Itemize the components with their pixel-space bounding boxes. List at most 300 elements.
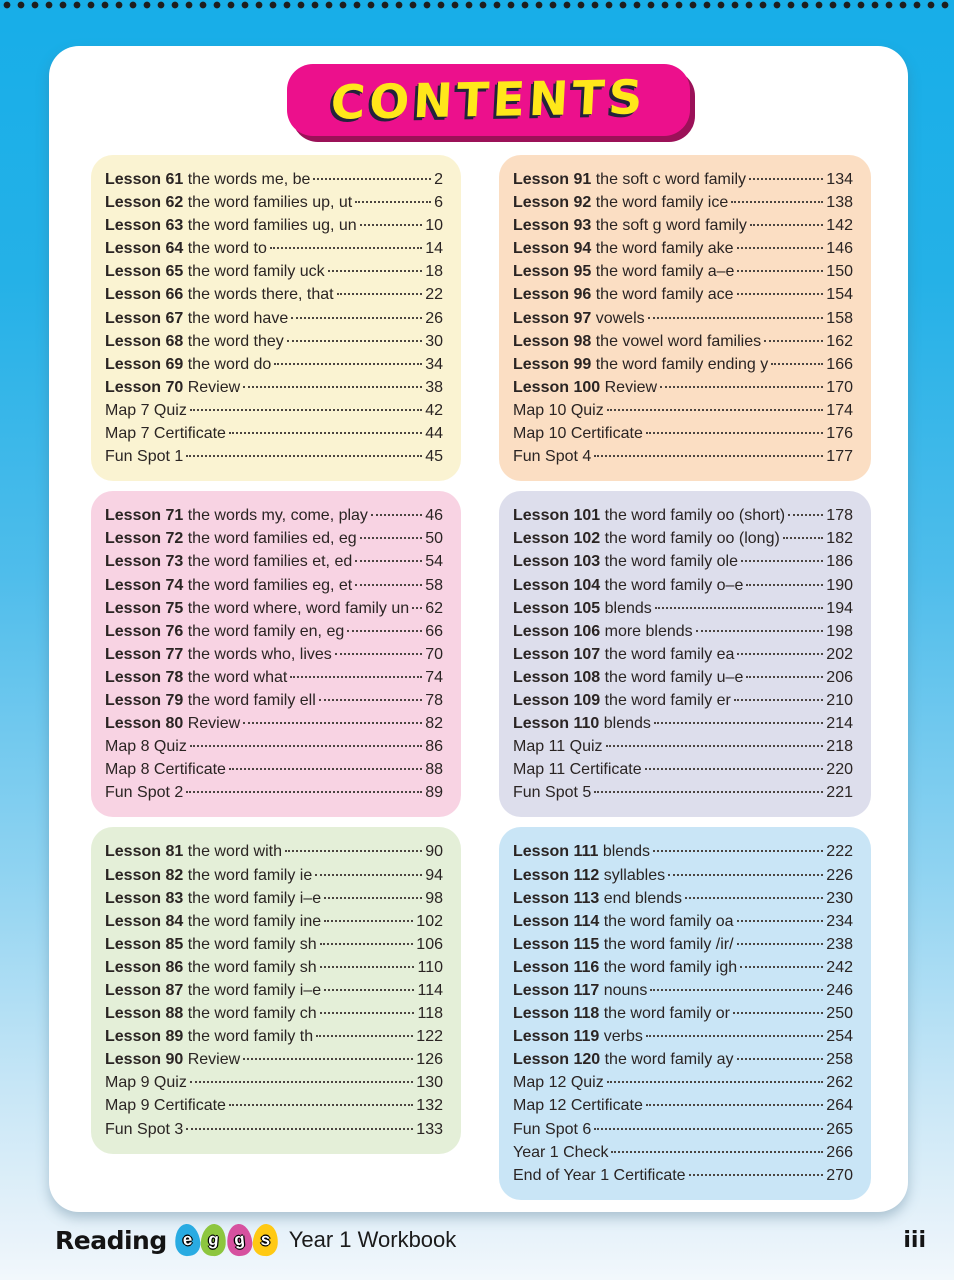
lesson-label bbox=[105, 620, 344, 643]
toc-row bbox=[513, 1164, 853, 1187]
toc-row bbox=[513, 689, 853, 712]
page-ref: 22 bbox=[425, 286, 443, 304]
lesson-number: Lesson 76 bbox=[105, 622, 184, 640]
toc-panel-lessons-61-70 bbox=[91, 155, 461, 481]
page-ref: 86 bbox=[425, 738, 443, 756]
lesson-number: Lesson 81 bbox=[105, 843, 184, 861]
lesson-number: Lesson 67 bbox=[105, 309, 184, 327]
lesson-label bbox=[105, 781, 183, 804]
lesson-label bbox=[105, 214, 357, 237]
toc-row bbox=[105, 550, 443, 573]
dot-leader bbox=[186, 1128, 413, 1130]
lesson-label bbox=[105, 399, 187, 422]
dot-leader bbox=[737, 270, 823, 272]
lesson-label bbox=[513, 283, 734, 306]
footer bbox=[55, 1224, 926, 1256]
contents-banner bbox=[287, 64, 690, 136]
page-ref: 177 bbox=[826, 448, 853, 466]
lesson-label bbox=[513, 887, 682, 910]
lesson-title: the word family ea bbox=[604, 645, 735, 663]
page-ref: 66 bbox=[425, 622, 443, 640]
lesson-label bbox=[513, 260, 734, 283]
lesson-label bbox=[513, 712, 651, 735]
lesson-title: Year 1 Check bbox=[513, 1143, 609, 1161]
toc-row bbox=[105, 422, 443, 445]
page-ref: 45 bbox=[425, 448, 443, 466]
toc-row bbox=[105, 376, 443, 399]
toc-row bbox=[105, 1025, 443, 1048]
toc-row bbox=[105, 330, 443, 353]
toc-row bbox=[105, 597, 443, 620]
dot-leader bbox=[319, 699, 422, 701]
lesson-title: Fun Spot 5 bbox=[513, 784, 592, 802]
toc-row bbox=[105, 1048, 443, 1071]
toc-row bbox=[105, 910, 443, 933]
lesson-title: the word with bbox=[187, 843, 282, 861]
workbook-label: Year 1 Workbook bbox=[288, 1227, 457, 1252]
page-ref: 38 bbox=[425, 378, 443, 396]
lesson-label bbox=[105, 979, 321, 1002]
lesson-number: Lesson 78 bbox=[105, 668, 184, 686]
lesson-title: Map 9 Certificate bbox=[105, 1097, 226, 1115]
dot-leader bbox=[229, 432, 422, 434]
lesson-title: the word family i–e bbox=[187, 889, 322, 907]
dot-leader bbox=[737, 247, 824, 249]
dot-leader bbox=[607, 409, 824, 411]
lesson-label bbox=[513, 376, 657, 399]
lesson-label bbox=[513, 191, 728, 214]
page-ref: 44 bbox=[425, 425, 443, 443]
lesson-number: Lesson 94 bbox=[513, 240, 592, 258]
page-ref: 88 bbox=[425, 761, 443, 779]
lesson-title: the word family a–e bbox=[595, 263, 735, 281]
lesson-number: Lesson 69 bbox=[105, 355, 184, 373]
lesson-label bbox=[105, 504, 368, 527]
lesson-title: the word family oa bbox=[603, 912, 734, 930]
toc-row bbox=[513, 1025, 853, 1048]
lesson-label bbox=[513, 643, 734, 666]
lesson-number: Lesson 109 bbox=[513, 691, 601, 709]
lesson-number: Lesson 86 bbox=[105, 958, 184, 976]
lesson-number: Lesson 102 bbox=[513, 530, 601, 548]
lesson-title: the word families eg, et bbox=[187, 576, 353, 594]
lesson-label bbox=[105, 1002, 317, 1025]
page-ref: 190 bbox=[826, 576, 853, 594]
page-ref: 262 bbox=[826, 1074, 853, 1092]
lesson-title: Map 8 Certificate bbox=[105, 761, 226, 779]
lesson-number: Lesson 89 bbox=[105, 1028, 184, 1046]
lesson-title: the word family ending y bbox=[595, 355, 769, 373]
lesson-title: the word family sh bbox=[187, 935, 317, 953]
page-ref: 206 bbox=[826, 668, 853, 686]
toc-grid bbox=[91, 155, 871, 1200]
lesson-label bbox=[513, 574, 743, 597]
toc-row bbox=[105, 1071, 443, 1094]
lesson-title: the word where, word family un bbox=[187, 599, 410, 617]
toc-row bbox=[513, 214, 853, 237]
toc-row bbox=[513, 910, 853, 933]
toc-row bbox=[513, 781, 853, 804]
lesson-label bbox=[105, 643, 332, 666]
lesson-number: Lesson 88 bbox=[105, 1005, 184, 1023]
page-ref: 110 bbox=[417, 958, 443, 976]
dot-leader bbox=[594, 1128, 823, 1130]
lesson-label bbox=[513, 1048, 734, 1071]
lesson-number: Lesson 106 bbox=[513, 622, 601, 640]
page-ref: 18 bbox=[425, 263, 443, 281]
dot-leader bbox=[347, 630, 422, 632]
lesson-number: Lesson 64 bbox=[105, 240, 184, 258]
dot-leader bbox=[731, 201, 823, 203]
dot-leader bbox=[611, 1151, 823, 1153]
lesson-number: Lesson 111 bbox=[513, 843, 599, 861]
lesson-label bbox=[105, 307, 288, 330]
toc-row bbox=[105, 887, 443, 910]
dot-leader bbox=[360, 224, 423, 226]
toc-row bbox=[513, 1118, 853, 1141]
lesson-title: vowels bbox=[595, 309, 645, 327]
dot-leader bbox=[606, 745, 824, 747]
lesson-number: Lesson 92 bbox=[513, 194, 592, 212]
lesson-title: the word family oo (short) bbox=[604, 507, 786, 525]
page-ref: 62 bbox=[425, 599, 443, 617]
dot-leader bbox=[653, 850, 823, 852]
dot-leader bbox=[320, 1012, 415, 1014]
dot-leader bbox=[740, 966, 823, 968]
lesson-number: Lesson 101 bbox=[513, 507, 601, 525]
lesson-title: the word family ie bbox=[187, 866, 313, 884]
lesson-number: Lesson 73 bbox=[105, 553, 184, 571]
toc-row bbox=[513, 887, 853, 910]
lesson-label bbox=[513, 956, 737, 979]
lesson-number: Lesson 85 bbox=[105, 935, 184, 953]
lesson-title: Review bbox=[187, 715, 241, 733]
dot-leader bbox=[290, 676, 422, 678]
toc-row bbox=[513, 620, 853, 643]
dot-leader bbox=[607, 1081, 824, 1083]
lesson-label bbox=[513, 735, 603, 758]
toc-row bbox=[513, 758, 853, 781]
dot-leader bbox=[190, 409, 422, 411]
lesson-label bbox=[105, 1071, 187, 1094]
dot-leader bbox=[274, 363, 422, 365]
toc-panel-lessons-91-100 bbox=[499, 155, 871, 481]
lesson-title: Map 11 Certificate bbox=[513, 761, 642, 779]
page-ref: 178 bbox=[826, 507, 853, 525]
lesson-title: Fun Spot 6 bbox=[513, 1120, 592, 1138]
toc-row bbox=[105, 758, 443, 781]
lesson-number: Lesson 74 bbox=[105, 576, 184, 594]
toc-row bbox=[105, 781, 443, 804]
lesson-label bbox=[513, 1118, 591, 1141]
page-ref: 94 bbox=[425, 866, 443, 884]
dotted-divider-line bbox=[0, 0, 954, 10]
dot-leader bbox=[764, 340, 823, 342]
toc-row bbox=[105, 735, 443, 758]
dot-leader bbox=[655, 607, 824, 609]
lesson-title: Fun Spot 1 bbox=[105, 448, 184, 466]
dot-leader bbox=[788, 514, 823, 516]
lesson-label bbox=[513, 1071, 604, 1094]
lesson-title: the word family ice bbox=[595, 194, 729, 212]
dot-leader bbox=[685, 897, 823, 899]
page-ref: 122 bbox=[416, 1028, 443, 1046]
dot-leader bbox=[689, 1174, 824, 1176]
toc-row bbox=[513, 237, 853, 260]
lesson-title: the words my, come, play bbox=[187, 507, 368, 525]
lesson-title: blends bbox=[602, 843, 650, 861]
lesson-number: Lesson 103 bbox=[513, 553, 601, 571]
dot-leader bbox=[594, 791, 823, 793]
dot-leader bbox=[291, 317, 422, 319]
dot-leader bbox=[270, 247, 422, 249]
lesson-label bbox=[513, 1141, 608, 1164]
lesson-title: Map 12 Certificate bbox=[513, 1097, 643, 1115]
lesson-title: the word family uck bbox=[187, 263, 325, 281]
dot-leader bbox=[646, 1104, 823, 1106]
toc-row bbox=[513, 1141, 853, 1164]
toc-row bbox=[105, 237, 443, 260]
dot-leader bbox=[355, 560, 422, 562]
toc-row bbox=[513, 1002, 853, 1025]
lesson-title: the word family en, eg bbox=[187, 622, 345, 640]
egg-icon: g bbox=[199, 1223, 227, 1257]
lesson-title: Map 11 Quiz bbox=[513, 738, 603, 756]
lesson-label bbox=[513, 399, 604, 422]
lesson-number: Lesson 83 bbox=[105, 889, 184, 907]
page-ref: 210 bbox=[826, 691, 853, 709]
page-ref: 162 bbox=[826, 332, 853, 350]
toc-row bbox=[105, 666, 443, 689]
page-ref: 46 bbox=[425, 507, 443, 525]
lesson-number: Lesson 70 bbox=[105, 378, 184, 396]
toc-row bbox=[513, 735, 853, 758]
lesson-number: Lesson 100 bbox=[513, 378, 601, 396]
toc-row bbox=[105, 191, 443, 214]
lesson-title: the word family ch bbox=[187, 1005, 317, 1023]
lesson-title: the word family i–e bbox=[187, 982, 322, 999]
toc-row bbox=[105, 643, 443, 666]
lesson-label bbox=[105, 283, 334, 306]
lesson-number: Lesson 98 bbox=[513, 332, 592, 350]
lesson-title: Fun Spot 2 bbox=[105, 784, 184, 802]
lesson-label bbox=[105, 168, 310, 191]
lesson-number: Lesson 96 bbox=[513, 286, 592, 304]
lesson-label bbox=[105, 1094, 226, 1117]
toc-row bbox=[105, 956, 443, 979]
page-ref: 118 bbox=[417, 1005, 443, 1023]
dot-leader bbox=[315, 874, 422, 876]
dot-leader bbox=[668, 874, 823, 876]
page-ref: 134 bbox=[826, 171, 853, 188]
dot-leader bbox=[287, 340, 422, 342]
page-ref: 90 bbox=[425, 843, 443, 861]
lesson-label bbox=[105, 1048, 240, 1071]
lesson-number: Lesson 87 bbox=[105, 982, 184, 999]
lesson-number: Lesson 77 bbox=[105, 645, 184, 663]
page-ref: 258 bbox=[826, 1051, 853, 1069]
lesson-label bbox=[105, 956, 317, 979]
page-ref: 82 bbox=[425, 715, 443, 733]
lesson-title: the word family ell bbox=[187, 691, 316, 709]
lesson-title: more blends bbox=[604, 622, 693, 640]
lesson-label bbox=[513, 758, 642, 781]
toc-row bbox=[105, 307, 443, 330]
toc-row bbox=[105, 574, 443, 597]
toc-row bbox=[105, 979, 443, 1002]
dot-leader bbox=[190, 1081, 413, 1083]
toc-row bbox=[105, 260, 443, 283]
dot-leader bbox=[650, 989, 823, 991]
lesson-label bbox=[105, 887, 321, 910]
lesson-label bbox=[513, 445, 591, 468]
dot-leader bbox=[186, 455, 422, 457]
toc-row bbox=[105, 527, 443, 550]
lesson-label bbox=[105, 353, 271, 376]
dot-leader bbox=[737, 653, 823, 655]
lesson-number: Lesson 79 bbox=[105, 691, 184, 709]
dot-leader bbox=[746, 584, 823, 586]
page-ref: 265 bbox=[826, 1120, 853, 1138]
lesson-label bbox=[105, 330, 284, 353]
page-ref: 230 bbox=[826, 889, 853, 907]
page-ref: 54 bbox=[425, 553, 443, 571]
dot-leader bbox=[320, 943, 414, 945]
dot-leader bbox=[186, 791, 422, 793]
lesson-number: Lesson 65 bbox=[105, 263, 184, 281]
dot-leader bbox=[737, 293, 824, 295]
lesson-number: Lesson 61 bbox=[105, 171, 184, 188]
page-ref: 98 bbox=[425, 889, 443, 907]
lesson-number: Lesson 113 bbox=[513, 889, 600, 907]
lesson-title: Map 12 Quiz bbox=[513, 1074, 604, 1092]
toc-row bbox=[105, 712, 443, 735]
lesson-title: the word do bbox=[187, 355, 272, 373]
dot-leader bbox=[335, 653, 422, 655]
lesson-number: Lesson 91 bbox=[513, 171, 592, 188]
lesson-title: End of Year 1 Certificate bbox=[513, 1166, 686, 1184]
lesson-label bbox=[105, 933, 317, 956]
dot-leader bbox=[412, 607, 422, 609]
lesson-title: the word family sh bbox=[187, 958, 317, 976]
lesson-title: Review bbox=[187, 1051, 241, 1069]
lesson-number: Lesson 108 bbox=[513, 668, 601, 686]
page-ref: 234 bbox=[826, 912, 853, 930]
toc-row bbox=[513, 504, 853, 527]
dot-leader bbox=[328, 270, 423, 272]
toc-panel-lessons-71-80 bbox=[91, 491, 461, 817]
page-ref: 114 bbox=[417, 982, 443, 999]
toc-row bbox=[513, 1048, 853, 1071]
lesson-label bbox=[513, 1094, 643, 1117]
lesson-label bbox=[105, 550, 352, 573]
page-ref: 74 bbox=[425, 668, 443, 686]
lesson-title: the word families up, ut bbox=[187, 194, 353, 212]
page-ref: 242 bbox=[826, 958, 853, 976]
lesson-label bbox=[513, 353, 768, 376]
page-ref: 150 bbox=[826, 263, 853, 281]
lesson-number: Lesson 116 bbox=[513, 958, 600, 976]
dot-leader bbox=[360, 537, 423, 539]
lesson-label bbox=[513, 527, 780, 550]
lesson-number: Lesson 99 bbox=[513, 355, 592, 373]
page-ref: 106 bbox=[416, 935, 443, 953]
lesson-label bbox=[513, 550, 738, 573]
toc-row bbox=[513, 283, 853, 306]
page-ref: 138 bbox=[826, 194, 853, 212]
lesson-number: Lesson 115 bbox=[513, 935, 600, 953]
lesson-title: the words me, be bbox=[187, 171, 311, 188]
dot-leader bbox=[737, 920, 824, 922]
lesson-number: Lesson 68 bbox=[105, 332, 184, 350]
lesson-title: Fun Spot 3 bbox=[105, 1120, 184, 1138]
dot-leader bbox=[749, 178, 823, 180]
lesson-label bbox=[105, 574, 352, 597]
lesson-number: Lesson 105 bbox=[513, 599, 601, 617]
lesson-title: Map 10 Certificate bbox=[513, 425, 643, 443]
dot-leader bbox=[229, 1104, 413, 1106]
toc-row bbox=[513, 307, 853, 330]
lesson-number: Lesson 97 bbox=[513, 309, 592, 327]
page-ref: 266 bbox=[826, 1143, 853, 1161]
lesson-number: Lesson 66 bbox=[105, 286, 184, 304]
toc-row bbox=[513, 956, 853, 979]
page-ref: 198 bbox=[826, 622, 853, 640]
lesson-number: Lesson 110 bbox=[513, 715, 600, 733]
lesson-label bbox=[105, 376, 240, 399]
dot-leader bbox=[355, 201, 431, 203]
lesson-title: nouns bbox=[603, 982, 648, 999]
toc-row bbox=[513, 422, 853, 445]
page-ref: 30 bbox=[425, 332, 443, 350]
dot-leader bbox=[337, 293, 423, 295]
toc-row bbox=[513, 1094, 853, 1117]
page-ref: 26 bbox=[425, 309, 443, 327]
toc-row bbox=[105, 168, 443, 191]
lesson-number: Lesson 80 bbox=[105, 715, 184, 733]
dot-leader bbox=[313, 178, 431, 180]
page-ref: 70 bbox=[425, 645, 443, 663]
lesson-number: Lesson 84 bbox=[105, 912, 184, 930]
lesson-label bbox=[513, 504, 785, 527]
lesson-title: end blends bbox=[603, 889, 683, 907]
page-ref: 246 bbox=[826, 982, 853, 999]
lesson-label bbox=[513, 597, 652, 620]
page-ref: 221 bbox=[826, 784, 853, 802]
lesson-label bbox=[513, 666, 743, 689]
lesson-label bbox=[105, 237, 267, 260]
page-ref: 58 bbox=[425, 576, 443, 594]
lesson-label bbox=[513, 840, 650, 863]
egg-icon: g bbox=[225, 1223, 253, 1257]
page-ref: 174 bbox=[826, 401, 853, 419]
page-ref: 6 bbox=[434, 194, 443, 212]
page-ref: 220 bbox=[826, 761, 853, 779]
lesson-label bbox=[513, 910, 734, 933]
lesson-title: the word family th bbox=[187, 1028, 314, 1046]
lesson-number: Lesson 63 bbox=[105, 217, 184, 235]
dot-leader bbox=[733, 1012, 823, 1014]
lesson-title: the word family ake bbox=[595, 240, 734, 258]
lesson-label bbox=[105, 1118, 183, 1141]
lesson-title: the word family u–e bbox=[604, 668, 744, 686]
lesson-title: the word family /ir/ bbox=[603, 935, 734, 953]
lesson-label bbox=[105, 445, 183, 468]
toc-row bbox=[513, 574, 853, 597]
lesson-label bbox=[105, 758, 226, 781]
lesson-number: Lesson 75 bbox=[105, 599, 184, 617]
page-ref: 126 bbox=[416, 1051, 443, 1069]
